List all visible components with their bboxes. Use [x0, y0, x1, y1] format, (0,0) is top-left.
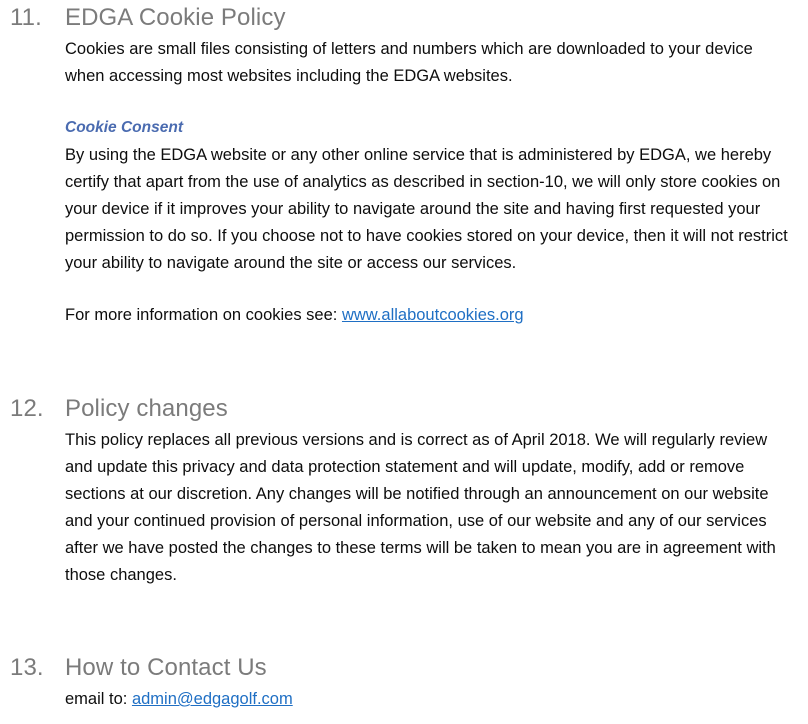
document-page [0, 3, 808, 724]
section-how-to-contact-us [0, 653, 808, 713]
section-13-title: How to Contact Us [65, 654, 267, 681]
contact-email-paragraph [65, 686, 808, 713]
contact-email-link[interactable]: admin@edgagolf.com [131, 690, 293, 708]
section-12-title: Policy changes [65, 395, 228, 422]
section-11-heading [10, 3, 808, 33]
section-11-title: EDGA Cookie Policy [65, 4, 286, 31]
cookie-consent-subheading: Cookie Consent [65, 119, 183, 136]
cookies-intro-paragraph: Cookies are small files consisting of letters and numbers which are downloaded to your device when accessing most websites including the EDGA websites. [65, 40, 753, 85]
email-prefix-text: email to: [65, 690, 132, 708]
cookie-consent-paragraph: By using the EDGA website or any other online service that is administered by EDGA, we hereby certify that apart from the use of analytics as described in section-10, we will only store cookies on your device if it improves your ability to navigate around the site and having first requested your permission to do so. If you choose not to have cookies stored on your device, then it will not restrict your ability to navigate around the site or access our services. [65, 146, 788, 272]
section-policy-changes [0, 394, 808, 589]
section-12-number: 12. [10, 395, 44, 422]
allaboutcookies-link[interactable]: www.allaboutcookies.org [341, 306, 524, 324]
more-info-prefix-text: For more information on cookies see: [65, 306, 342, 324]
section-edga-cookie-policy [0, 3, 808, 329]
more-info-paragraph [65, 302, 808, 329]
section-12-heading [10, 394, 808, 424]
section-13-number: 13. [10, 654, 44, 681]
policy-changes-paragraph: This policy replaces all previous versions and is correct as of April 2018. We will regularly review and update this privacy and data protection statement and will update, modify, add or remove sections at our discretion. Any changes will be notified through an announcement on our website and your continued provision of personal information, use of our website and any of our services after we have posted the changes to these terms will be taken to mean you are in agreement with those changes. [65, 431, 776, 584]
section-11-number: 11. [10, 4, 42, 31]
section-13-heading [10, 653, 808, 683]
